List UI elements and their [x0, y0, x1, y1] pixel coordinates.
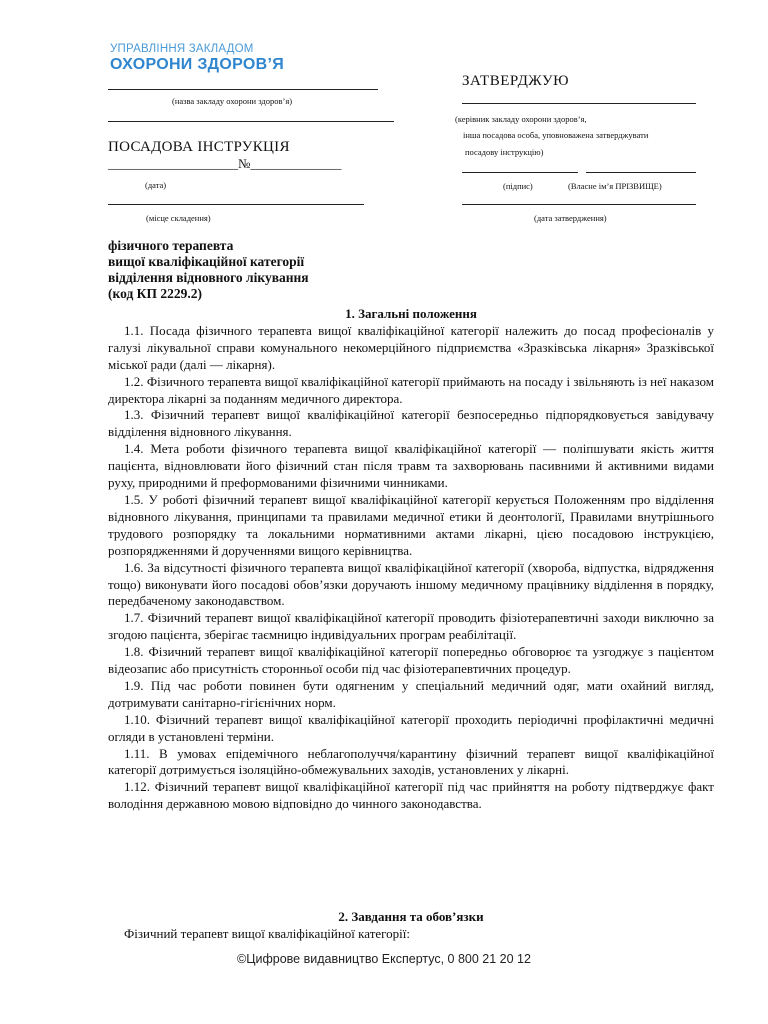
logo-line-2: ОХОРОНИ ЗДОРОВ’Я	[110, 56, 285, 73]
position-line-1: фізичного терапевта	[108, 238, 234, 253]
publisher-logo	[110, 43, 284, 74]
date-caption: (дата)	[145, 180, 167, 190]
section-heading: 1. Загальні положення	[345, 306, 477, 321]
approve-heading: ЗАТВЕРДЖУЮ	[462, 73, 570, 89]
section-intro: Фізичний терапевт вищої кваліфікаційної категорії:	[124, 925, 411, 941]
position-line-2: вищої кваліфікаційної категорії	[108, 254, 305, 269]
approver-line	[462, 103, 696, 104]
publisher-footer: ©Цифрове видавництво Експертус, 0 800 21 20 12	[237, 952, 531, 966]
section-tasks-duties	[108, 909, 714, 943]
paragraph: 1.5. У роботі фізичний терапевт вищої кваліфікаційної категорії керується Положенням про відділення відновного лікування, принципами та правилами медичної етики й деонтології, Правилами внутрішнього трудового розпорядку та локальними нормативними актами лікарні, цією посадовою інструкцією, розпорядженнями й дорученнями вищого керівництва.	[108, 491, 714, 558]
section-heading: 2. Завдання та обов’язки	[338, 909, 484, 924]
place-caption: (місце складення)	[146, 213, 211, 223]
name-line	[586, 172, 696, 173]
document-number-line: ____________________№______________	[108, 156, 342, 171]
section-general-provisions	[108, 306, 714, 813]
paragraph: 1.11. В умовах епідемічного неблагополуччя/карантину фізичний терапевт вищої кваліфікаційної категорії дотримується ізоляційно-обмежувальних заходів, установлених у лікарні.	[108, 745, 714, 778]
paragraph: 1.8. Фізичний терапевт вищої кваліфікаційної категорії попередньо обговорює та узгоджує з пацієнтом відеозапис або присутність сторонньої особи під час фізіотерапевтичних процедур.	[108, 644, 714, 677]
approver-caption-1: (керівник закладу охорони здоров’я,	[455, 114, 587, 124]
paragraph: 1.2. Фізичного терапевта вищої кваліфікаційної категорії приймають на посаду і звільняють із неї наказом директора лікарні за поданням медичного директора.	[108, 373, 714, 406]
approver-caption-2: інша посадова особа, уповноважена затверджувати	[463, 130, 649, 140]
place-line	[108, 204, 364, 205]
paragraph: 1.3. Фізичний терапевт вищої кваліфікаційної категорії безпосередньо підпорядковується завідувачу відділення відновного лікування.	[108, 407, 714, 440]
name-caption: (Власне ім’я ПРІЗВИЩЕ)	[568, 181, 662, 191]
signature-line	[462, 172, 578, 173]
document-title: ПОСАДОВА ІНСТРУКЦІЯ	[108, 139, 290, 155]
paragraph: 1.6. За відсутності фізичного терапевта вищої кваліфікаційної категорії (хвороба, відпустка, відрядження тощо) виконувати його посадові обов’язки доручають іншому медичному працівнику відділення в порядку, передбаченому законодавством.	[108, 559, 714, 609]
institution-caption: (назва закладу охорони здоров’я)	[172, 96, 293, 106]
paragraph: 1.10. Фізичний терапевт вищої кваліфікаційної категорії проходить періодичні профілактичні медичні огляди в установлені терміни.	[108, 711, 714, 744]
position-line-3: відділення відновного лікування	[108, 270, 309, 285]
paragraph: 1.4. Мета роботи фізичного терапевта вищої кваліфікаційної категорії — поліпшувати якість життя пацієнта, відновлювати його фізичний стан після травм та захворювань пасивними й активними видами руху, природними й преформованими фізичними чинниками.	[108, 441, 714, 491]
approval-date-caption: (дата затвердження)	[534, 213, 607, 223]
paragraph: 1.1. Посада фізичного терапевта вищої кваліфікаційної категорії належить до посад професіоналів у галузі лікувальної справи комунального некомерційного підприємства «Зразківська лікарня» Зразківської міської ради (далі — лікарня).	[108, 322, 714, 372]
institution-name-line-2	[108, 121, 394, 122]
approval-date-line	[462, 204, 696, 205]
logo-line-1: УПРАВЛІННЯ ЗАКЛАДОМ	[110, 43, 254, 55]
approver-caption-3: посадову інструкцію)	[465, 147, 544, 157]
position-code: (код КП 2229.2)	[108, 286, 202, 301]
paragraph: 1.9. Під час роботи повинен бути одягненим у спеціальний медичний одяг, мати охайний вигляд, дотримувати санітарно-гігієнічних норм.	[108, 677, 714, 710]
paragraph: 1.7. Фізичний терапевт вищої кваліфікаційної категорії проводить фізіотерапевтичні заходи виключно за згодою пацієнта, зберігає таємницю індивідуальних програм реабілітації.	[108, 610, 714, 643]
signature-caption: (підпис)	[503, 181, 533, 191]
position-title	[108, 238, 309, 302]
institution-name-line	[108, 89, 378, 90]
paragraph: 1.12. Фізичний терапевт вищої кваліфікаційної категорії під час прийняття на роботу підтверджує факт володіння державною мовою відповідно до чинного законодавства.	[108, 779, 714, 812]
